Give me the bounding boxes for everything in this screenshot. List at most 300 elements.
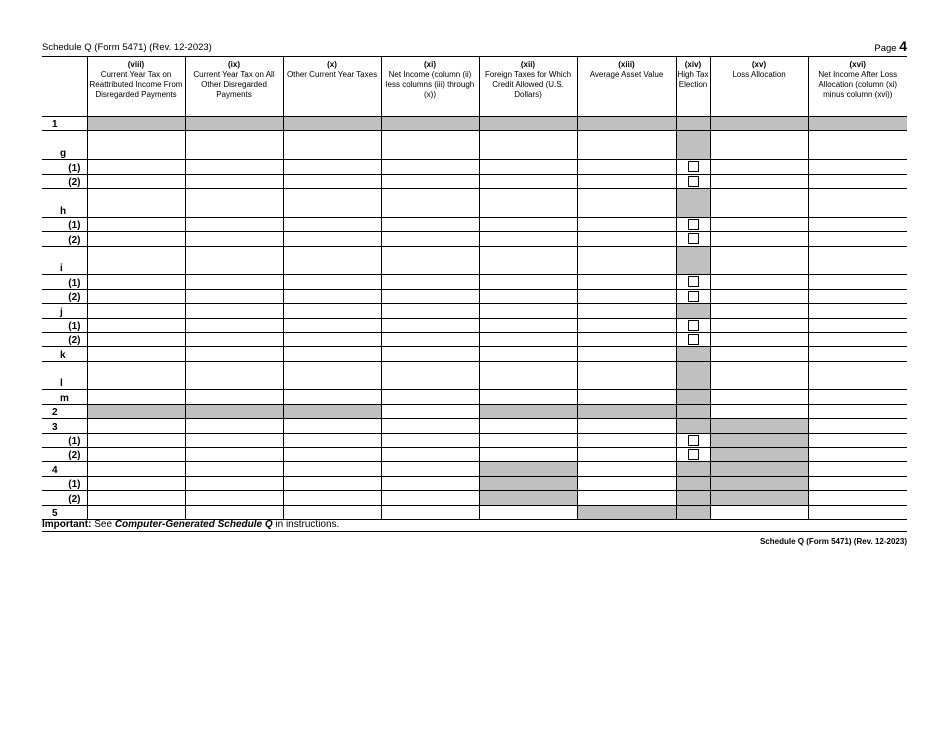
- entry-cell[interactable]: [808, 491, 907, 505]
- table-row: [42, 188, 907, 217]
- entry-cell[interactable]: [808, 476, 907, 490]
- table-row: [42, 117, 907, 131]
- entry-cell[interactable]: [381, 505, 479, 519]
- row-label-cell: [42, 217, 87, 231]
- row-label: (2): [68, 493, 81, 505]
- entry-cell[interactable]: [479, 160, 577, 174]
- entry-cell[interactable]: [87, 188, 185, 217]
- entry-cell[interactable]: [185, 160, 283, 174]
- table-row: [42, 289, 907, 303]
- row-label-cell: [42, 361, 87, 390]
- entry-cell[interactable]: [710, 289, 808, 303]
- entry-cell[interactable]: [185, 448, 283, 462]
- column-number: (ix): [228, 60, 240, 69]
- table-row: [42, 332, 907, 346]
- entry-cell[interactable]: [577, 491, 676, 505]
- entry-cell[interactable]: [87, 332, 185, 346]
- entry-cell[interactable]: [185, 131, 283, 160]
- entry-cell[interactable]: [808, 289, 907, 303]
- table-row: [42, 433, 907, 447]
- entry-cell[interactable]: [283, 476, 381, 490]
- entry-cell[interactable]: [710, 160, 808, 174]
- column-header: [479, 57, 577, 117]
- table-row: [42, 174, 907, 188]
- shaded-cell: [808, 117, 907, 131]
- entry-cell[interactable]: [808, 174, 907, 188]
- entry-cell: [676, 232, 710, 246]
- entry-cell[interactable]: [808, 304, 907, 318]
- shaded-cell: [710, 491, 808, 505]
- entry-cell[interactable]: [185, 433, 283, 447]
- entry-cell[interactable]: [479, 433, 577, 447]
- entry-cell[interactable]: [283, 332, 381, 346]
- shaded-cell: [283, 117, 381, 131]
- table-row: [42, 318, 907, 332]
- entry-cell[interactable]: [87, 232, 185, 246]
- row-label: (2): [68, 292, 81, 304]
- column-title: Current Year Tax on Reattributed Income From Disregarded Payments: [89, 70, 183, 99]
- shaded-cell: [479, 462, 577, 476]
- entry-cell[interactable]: [87, 491, 185, 505]
- shaded-cell: [381, 117, 479, 131]
- entry-cell[interactable]: [808, 246, 907, 275]
- entry-cell[interactable]: [479, 188, 577, 217]
- important-emphasis: Computer-Generated Schedule Q: [114, 519, 273, 530]
- entry-cell[interactable]: [577, 217, 676, 231]
- entry-cell[interactable]: [710, 505, 808, 519]
- table-row: [42, 390, 907, 404]
- column-title: Net Income After Loss Allocation (column (xi) minus column (xvi)): [818, 70, 898, 99]
- entry-cell[interactable]: [283, 462, 381, 476]
- entry-cell[interactable]: [808, 448, 907, 462]
- shaded-cell: [479, 491, 577, 505]
- high-tax-election-checkbox[interactable]: [688, 176, 699, 187]
- page-label: Page: [874, 43, 897, 54]
- entry-cell[interactable]: [185, 476, 283, 490]
- entry-cell[interactable]: [808, 188, 907, 217]
- row-label: (2): [68, 176, 81, 188]
- table-row: [42, 491, 907, 505]
- entry-cell[interactable]: [710, 188, 808, 217]
- entry-cell[interactable]: [577, 433, 676, 447]
- entry-cell[interactable]: [283, 232, 381, 246]
- row-label-cell: [42, 476, 87, 490]
- entry-cell[interactable]: [381, 433, 479, 447]
- entry-cell[interactable]: [577, 332, 676, 346]
- row-label: (1): [68, 320, 81, 332]
- entry-cell[interactable]: [479, 275, 577, 289]
- entry-cell[interactable]: [479, 505, 577, 519]
- entry-cell[interactable]: [87, 448, 185, 462]
- entry-cell[interactable]: [381, 361, 479, 390]
- entry-cell[interactable]: [710, 217, 808, 231]
- entry-cell: [676, 217, 710, 231]
- shaded-cell: [185, 117, 283, 131]
- table-row: [42, 476, 907, 490]
- entry-cell[interactable]: [710, 318, 808, 332]
- entry-cell[interactable]: [381, 304, 479, 318]
- entry-cell[interactable]: [381, 448, 479, 462]
- entry-cell[interactable]: [87, 160, 185, 174]
- entry-cell[interactable]: [808, 361, 907, 390]
- column-header: [283, 57, 381, 117]
- entry-cell[interactable]: [87, 476, 185, 490]
- entry-cell: [676, 289, 710, 303]
- entry-cell[interactable]: [283, 361, 381, 390]
- entry-cell[interactable]: [808, 462, 907, 476]
- entry-cell[interactable]: [381, 419, 479, 433]
- page-indicator: [874, 38, 907, 54]
- row-label: (2): [68, 234, 81, 246]
- high-tax-election-checkbox[interactable]: [688, 276, 699, 287]
- important-text: See: [91, 519, 115, 530]
- entry-cell[interactable]: [381, 275, 479, 289]
- entry-cell[interactable]: [808, 390, 907, 404]
- shaded-cell: [676, 505, 710, 519]
- entry-cell[interactable]: [283, 318, 381, 332]
- entry-cell[interactable]: [381, 246, 479, 275]
- shaded-cell: [676, 419, 710, 433]
- column-title: Average Asset Value: [589, 70, 664, 79]
- entry-cell[interactable]: [577, 160, 676, 174]
- entry-cell[interactable]: [577, 232, 676, 246]
- high-tax-election-checkbox[interactable]: [688, 219, 699, 230]
- entry-cell[interactable]: [710, 361, 808, 390]
- entry-cell[interactable]: [808, 318, 907, 332]
- entry-cell[interactable]: [808, 433, 907, 447]
- entry-cell[interactable]: [185, 419, 283, 433]
- entry-cell[interactable]: [710, 275, 808, 289]
- shaded-cell: [676, 476, 710, 490]
- entry-cell[interactable]: [710, 174, 808, 188]
- entry-cell[interactable]: [577, 275, 676, 289]
- entry-cell[interactable]: [283, 131, 381, 160]
- entry-cell[interactable]: [87, 419, 185, 433]
- entry-cell[interactable]: [381, 404, 479, 418]
- entry-cell[interactable]: [283, 419, 381, 433]
- entry-cell[interactable]: [577, 390, 676, 404]
- entry-cell[interactable]: [87, 131, 185, 160]
- row-label: (1): [68, 436, 81, 448]
- entry-cell[interactable]: [577, 462, 676, 476]
- row-label-cell: [42, 347, 87, 361]
- entry-cell[interactable]: [479, 131, 577, 160]
- entry-cell[interactable]: [479, 419, 577, 433]
- shaded-cell: [676, 462, 710, 476]
- shaded-cell: [710, 476, 808, 490]
- entry-cell[interactable]: [87, 361, 185, 390]
- row-label: 3: [52, 421, 58, 433]
- entry-cell[interactable]: [808, 275, 907, 289]
- entry-cell[interactable]: [710, 246, 808, 275]
- row-label-cell: [42, 491, 87, 505]
- entry-cell[interactable]: [283, 289, 381, 303]
- entry-cell[interactable]: [283, 390, 381, 404]
- entry-cell[interactable]: [381, 217, 479, 231]
- row-label-cell: [42, 318, 87, 332]
- entry-cell[interactable]: [808, 217, 907, 231]
- entry-cell[interactable]: [479, 246, 577, 275]
- entry-cell[interactable]: [87, 275, 185, 289]
- entry-cell[interactable]: [808, 160, 907, 174]
- entry-cell[interactable]: [283, 188, 381, 217]
- row-label-cell: [42, 419, 87, 433]
- table-row: [42, 347, 907, 361]
- row-label: 2: [52, 407, 58, 419]
- entry-cell[interactable]: [381, 289, 479, 303]
- row-label-cell: [42, 404, 87, 418]
- entry-cell[interactable]: [577, 131, 676, 160]
- entry-cell[interactable]: [87, 174, 185, 188]
- column-header: [808, 57, 907, 117]
- entry-cell[interactable]: [185, 217, 283, 231]
- entry-cell[interactable]: [87, 304, 185, 318]
- row-label-cell: [42, 390, 87, 404]
- entry-cell[interactable]: [479, 361, 577, 390]
- entry-cell[interactable]: [185, 304, 283, 318]
- entry-cell[interactable]: [283, 491, 381, 505]
- entry-cell: [676, 318, 710, 332]
- row-label-cell: [42, 131, 87, 160]
- entry-cell[interactable]: [381, 188, 479, 217]
- row-label: (1): [68, 162, 81, 174]
- entry-cell: [676, 174, 710, 188]
- entry-cell[interactable]: [283, 160, 381, 174]
- shaded-cell: [577, 505, 676, 519]
- shaded-cell: [710, 448, 808, 462]
- entry-cell: [676, 433, 710, 447]
- entry-cell[interactable]: [577, 361, 676, 390]
- entry-cell[interactable]: [808, 505, 907, 519]
- entry-cell[interactable]: [577, 188, 676, 217]
- entry-cell[interactable]: [479, 448, 577, 462]
- entry-cell[interactable]: [479, 217, 577, 231]
- shaded-cell: [577, 404, 676, 418]
- shaded-cell: [676, 347, 710, 361]
- entry-cell[interactable]: [283, 505, 381, 519]
- entry-cell[interactable]: [479, 390, 577, 404]
- entry-cell[interactable]: [381, 332, 479, 346]
- entry-cell[interactable]: [283, 304, 381, 318]
- table-row: [42, 419, 907, 433]
- entry-cell[interactable]: [381, 232, 479, 246]
- entry-cell[interactable]: [808, 404, 907, 418]
- shaded-cell: [676, 131, 710, 160]
- entry-cell[interactable]: [710, 232, 808, 246]
- entry-cell[interactable]: [381, 160, 479, 174]
- entry-cell[interactable]: [87, 347, 185, 361]
- entry-cell[interactable]: [185, 246, 283, 275]
- row-label: j: [60, 306, 63, 318]
- shaded-cell: [676, 390, 710, 404]
- row-label: 5: [52, 508, 58, 519]
- entry-cell[interactable]: [381, 347, 479, 361]
- high-tax-election-checkbox[interactable]: [688, 334, 699, 345]
- entry-cell[interactable]: [87, 390, 185, 404]
- form-title: Schedule Q (Form 5471) (Rev. 12-2023): [42, 42, 212, 53]
- entry-cell[interactable]: [381, 476, 479, 490]
- row-label-cell: [42, 117, 87, 131]
- entry-cell[interactable]: [479, 304, 577, 318]
- high-tax-election-checkbox[interactable]: [688, 449, 699, 460]
- entry-cell[interactable]: [381, 318, 479, 332]
- entry-cell[interactable]: [381, 390, 479, 404]
- row-label-cell: [42, 246, 87, 275]
- row-label-cell: [42, 462, 87, 476]
- high-tax-election-checkbox[interactable]: [688, 435, 699, 446]
- entry-cell[interactable]: [381, 131, 479, 160]
- schedule-q-table: [42, 56, 907, 520]
- shaded-cell: [710, 117, 808, 131]
- entry-cell[interactable]: [283, 448, 381, 462]
- row-label: 4: [52, 464, 58, 476]
- entry-cell[interactable]: [381, 174, 479, 188]
- entry-cell[interactable]: [185, 361, 283, 390]
- entry-cell[interactable]: [381, 462, 479, 476]
- entry-cell[interactable]: [577, 419, 676, 433]
- entry-cell[interactable]: [479, 332, 577, 346]
- shaded-cell: [479, 404, 577, 418]
- entry-cell[interactable]: [577, 174, 676, 188]
- row-label-cell: [42, 174, 87, 188]
- entry-cell[interactable]: [283, 347, 381, 361]
- entry-cell[interactable]: [185, 275, 283, 289]
- column-number: (xiv): [684, 60, 702, 69]
- entry-cell[interactable]: [185, 505, 283, 519]
- entry-cell[interactable]: [283, 275, 381, 289]
- column-header: [676, 57, 710, 117]
- entry-cell[interactable]: [87, 318, 185, 332]
- column-header: [87, 57, 185, 117]
- table-row: [42, 404, 907, 418]
- row-label-cell: [42, 433, 87, 447]
- entry-cell[interactable]: [185, 318, 283, 332]
- entry-cell[interactable]: [577, 246, 676, 275]
- entry-cell[interactable]: [577, 347, 676, 361]
- entry-cell: [676, 160, 710, 174]
- row-label-cell: [42, 505, 87, 519]
- column-title: Foreign Taxes for Which Credit Allowed (U.S. Dollars): [484, 70, 572, 99]
- entry-cell[interactable]: [808, 131, 907, 160]
- row-label: h: [60, 205, 67, 217]
- row-label: l: [60, 378, 63, 390]
- entry-cell[interactable]: [710, 304, 808, 318]
- table-row: [42, 505, 907, 519]
- shaded-cell: [710, 462, 808, 476]
- entry-cell[interactable]: [185, 188, 283, 217]
- high-tax-election-checkbox[interactable]: [688, 233, 699, 244]
- entry-cell[interactable]: [381, 491, 479, 505]
- shaded-cell: [676, 117, 710, 131]
- row-label: k: [60, 349, 66, 361]
- shaded-cell: [479, 476, 577, 490]
- row-label: (1): [68, 220, 81, 232]
- column-title: Loss Allocation: [732, 70, 786, 79]
- high-tax-election-checkbox[interactable]: [688, 320, 699, 331]
- entry-cell[interactable]: [87, 505, 185, 519]
- shaded-cell: [710, 419, 808, 433]
- entry-cell[interactable]: [479, 318, 577, 332]
- entry-cell[interactable]: [710, 332, 808, 346]
- entry-cell[interactable]: [479, 232, 577, 246]
- entry-cell[interactable]: [87, 217, 185, 231]
- row-label: (2): [68, 450, 81, 462]
- entry-cell[interactable]: [479, 289, 577, 303]
- entry-cell[interactable]: [479, 347, 577, 361]
- column-title: Net Income (column (ii) less columns (iii) through (x)): [385, 70, 475, 99]
- entry-cell[interactable]: [577, 304, 676, 318]
- table-row: [42, 361, 907, 390]
- important-note: [42, 519, 907, 532]
- entry-cell[interactable]: [87, 246, 185, 275]
- row-label: 1: [52, 119, 58, 131]
- row-label: i: [60, 263, 63, 275]
- table-row: [42, 160, 907, 174]
- entry-cell[interactable]: [185, 462, 283, 476]
- table-row: [42, 131, 907, 160]
- entry-cell[interactable]: [185, 491, 283, 505]
- entry-cell[interactable]: [185, 232, 283, 246]
- entry-cell[interactable]: [808, 232, 907, 246]
- entry-cell[interactable]: [577, 476, 676, 490]
- entry-cell[interactable]: [710, 390, 808, 404]
- entry-cell[interactable]: [808, 332, 907, 346]
- entry-cell[interactable]: [283, 174, 381, 188]
- entry-cell[interactable]: [87, 289, 185, 303]
- entry-cell[interactable]: [710, 347, 808, 361]
- entry-cell[interactable]: [808, 419, 907, 433]
- entry-cell[interactable]: [283, 217, 381, 231]
- shaded-cell: [676, 361, 710, 390]
- column-number: (viii): [127, 60, 145, 69]
- column-title: High Tax Election: [677, 70, 709, 89]
- entry-cell[interactable]: [185, 174, 283, 188]
- shaded-cell: [283, 404, 381, 418]
- shaded-cell: [710, 433, 808, 447]
- row-label-cell: [42, 232, 87, 246]
- table-row: [42, 448, 907, 462]
- column-header-row: [42, 57, 907, 117]
- entry-cell[interactable]: [577, 289, 676, 303]
- row-label-cell: [42, 448, 87, 462]
- entry-cell: [676, 448, 710, 462]
- entry-cell[interactable]: [185, 390, 283, 404]
- shaded-cell: [676, 304, 710, 318]
- entry-cell[interactable]: [479, 174, 577, 188]
- high-tax-election-checkbox[interactable]: [688, 161, 699, 172]
- entry-cell[interactable]: [283, 433, 381, 447]
- entry-cell[interactable]: [808, 347, 907, 361]
- entry-cell[interactable]: [577, 448, 676, 462]
- entry-cell[interactable]: [577, 318, 676, 332]
- shaded-cell: [676, 404, 710, 418]
- entry-cell[interactable]: [185, 347, 283, 361]
- high-tax-election-checkbox[interactable]: [688, 291, 699, 302]
- entry-cell[interactable]: [283, 246, 381, 275]
- shaded-cell: [676, 491, 710, 505]
- entry-cell[interactable]: [185, 332, 283, 346]
- row-label-cell: [42, 160, 87, 174]
- row-label-header: [42, 57, 87, 117]
- entry-cell[interactable]: [87, 462, 185, 476]
- entry-cell[interactable]: [185, 289, 283, 303]
- entry-cell[interactable]: [87, 433, 185, 447]
- entry-cell[interactable]: [710, 404, 808, 418]
- entry-cell[interactable]: [710, 131, 808, 160]
- row-label-cell: [42, 289, 87, 303]
- column-number: (x): [327, 60, 337, 69]
- row-label-cell: [42, 332, 87, 346]
